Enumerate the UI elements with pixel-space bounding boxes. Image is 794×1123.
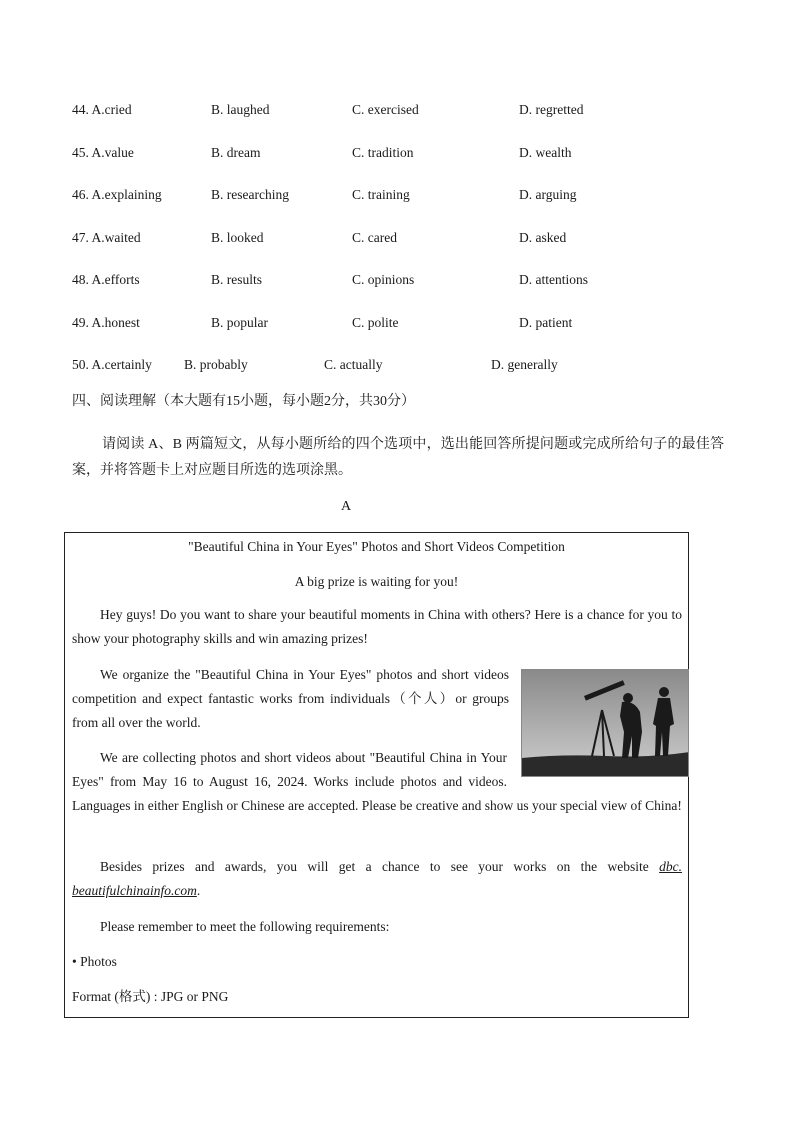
- option-d: D. patient: [519, 315, 573, 330]
- option-a: 48. A.efforts: [72, 272, 140, 287]
- option-c: C. cared: [352, 230, 397, 245]
- paragraph-4-text: Besides prizes and awards, you will get a chance to see your works on the website: [100, 859, 660, 874]
- paragraph-3-text: We are collecting photos and short videos about "Beautiful China in Your Eyes" from May 16 to August 16, 2024. Works include photos and videos. Languages in either English or Chinese are accepted. Please be creative and show us your special view of China!: [72, 750, 682, 813]
- instructions: 请阅读 A、B 两篇短文，从每小题所给的四个选项中，选出能回答所提问题或完成所给句子的最佳答案，并将答题卡上对应题目所选的选项涂黑。: [72, 437, 724, 478]
- option-c: C. tradition: [352, 145, 414, 160]
- paragraph-2: We organize the "Beautiful China in Your Eyes" photos and short videos competition and expect fantastic works from individuals（个人）or groups from all over the world.: [72, 667, 509, 730]
- option-b: B. popular: [211, 315, 268, 330]
- paragraph-5: Please remember to meet the following requirements:: [100, 919, 390, 934]
- option-a: 44. A.cried: [72, 102, 132, 117]
- option-d: D. wealth: [519, 145, 572, 160]
- option-b: B. results: [211, 272, 263, 287]
- option-a: 49. A.honest: [72, 315, 140, 330]
- option-d: D. attentions: [519, 272, 588, 287]
- option-c: C. training: [352, 187, 410, 202]
- passage-title: "Beautiful China in Your Eyes" Photos and Short Videos Competition: [188, 539, 565, 554]
- passage-subtitle: A big prize is waiting for you!: [294, 574, 459, 589]
- option-b: B. researching: [211, 187, 289, 202]
- option-a: 45. A.value: [72, 145, 134, 160]
- website-link[interactable]: dbc. beautifulchinainfo.com: [72, 859, 682, 898]
- option-d: D. arguing: [519, 187, 577, 202]
- option-b: B. looked: [211, 230, 264, 245]
- paragraph-1: Hey guys! Do you want to share your beautiful moments in China with others? Here is a chance for you to show your photography skills and win amazing prizes!: [72, 607, 682, 646]
- paragraph-3: [72, 746, 682, 818]
- option-b: B. probably: [184, 357, 248, 372]
- option-a: 50. A.certainly: [72, 357, 152, 372]
- option-b: B. laughed: [211, 102, 270, 117]
- option-c: C. actually: [324, 357, 383, 372]
- section-heading: 四、阅读理解（本大题有15小题，每小题2分，共30分）: [72, 394, 415, 409]
- option-a: 47. A.waited: [72, 230, 141, 245]
- passage-label: A: [341, 499, 352, 514]
- passage-box: [64, 532, 689, 1018]
- paragraph-4-end: .: [196, 883, 201, 898]
- option-d: D. generally: [491, 357, 558, 372]
- option-c: C. polite: [352, 315, 399, 330]
- option-d: D. asked: [519, 230, 567, 245]
- paragraph-4: [72, 855, 682, 903]
- option-c: C. exercised: [352, 102, 419, 117]
- option-a: 46. A.explaining: [72, 187, 162, 202]
- option-d: D. regretted: [519, 102, 584, 117]
- format-line: Format (格式) : JPG or PNG: [72, 989, 229, 1004]
- bullet-photos: • Photos: [72, 954, 117, 969]
- option-c: C. opinions: [352, 272, 415, 287]
- option-b: B. dream: [211, 145, 261, 160]
